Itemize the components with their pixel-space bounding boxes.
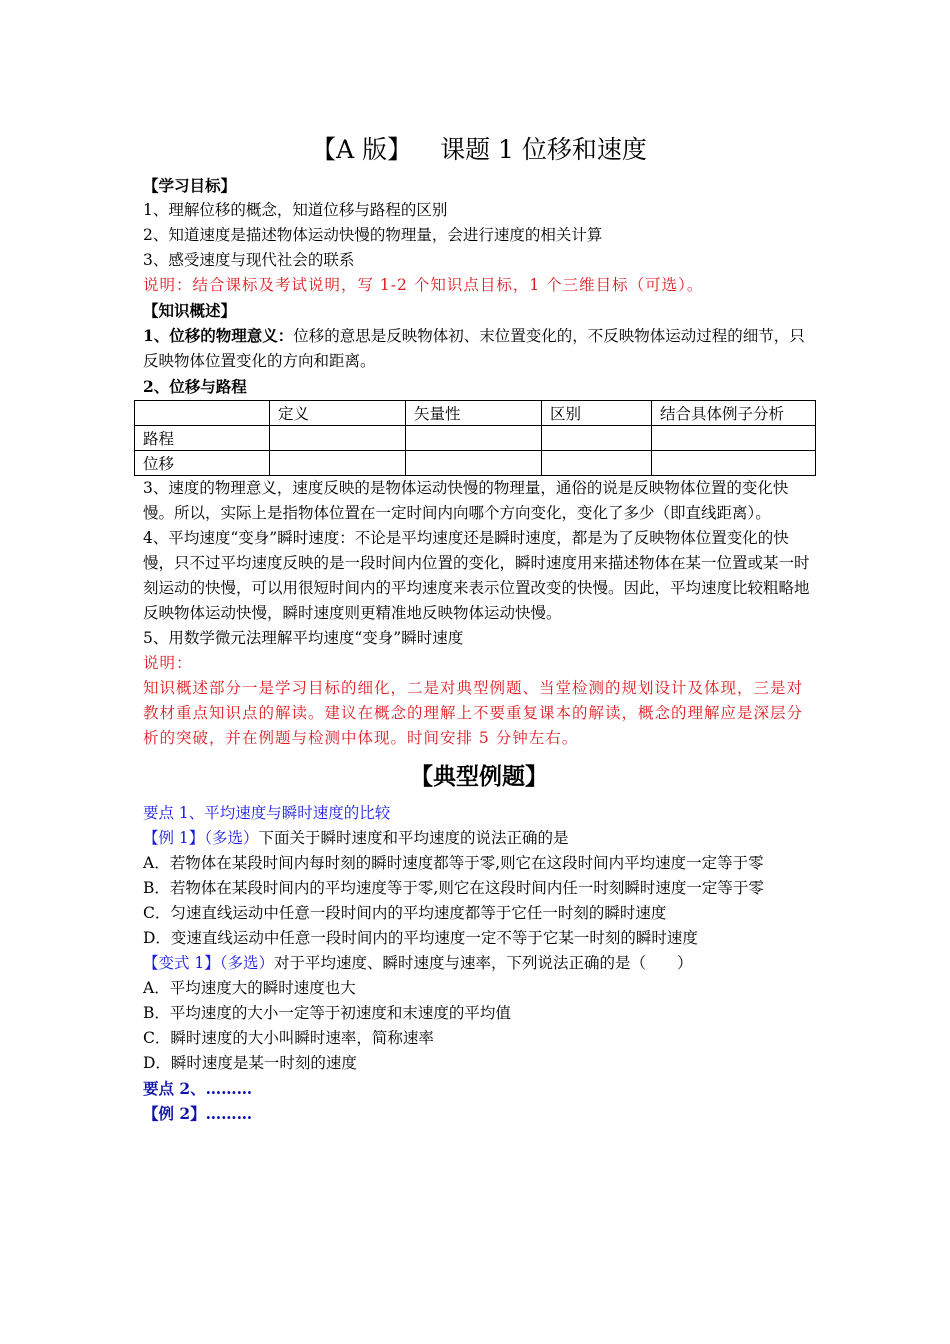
overview-heading: 【知识概述】 xyxy=(143,301,237,320)
table-cell xyxy=(652,426,816,451)
overview-item-2: 2、位移与路程 xyxy=(143,377,247,396)
variant-1-option-d: D．瞬时速度是某一时刻的速度 xyxy=(143,1054,357,1072)
table-cell: 路程 xyxy=(135,426,270,451)
displacement-distance-table xyxy=(134,400,816,476)
examples-heading: 【典型例题】 xyxy=(410,763,548,790)
goal-item: 1、理解位移的概念，知道位移与路程的区别 xyxy=(143,201,448,219)
overview-item-1-text: 位移的意思是反映物体初、末位置变化的，不反映物体运动过程的细节，只反映物体位置变化的方向和距离。 xyxy=(143,327,805,370)
table-header-row xyxy=(135,401,816,426)
example-1-option-a: A．若物体在某段时间内每时刻的瞬时速度都等于零,则它在这段时间内平均速度一定等于零 xyxy=(143,854,764,872)
overview-item-5: 5、用数学微元法理解平均速度“变身”瞬时速度 xyxy=(143,629,464,647)
example-2: 【例 2】……… xyxy=(143,1104,253,1123)
table-cell: 位移 xyxy=(135,451,270,476)
variant-1-option-b: B．平均速度的大小一定等于初速度和末速度的平均值 xyxy=(143,1004,511,1022)
variant-1-tag: 【变式 1】（多选） xyxy=(143,954,275,972)
table-header-cell: 矢量性 xyxy=(406,401,542,426)
table-row xyxy=(135,426,816,451)
document-page xyxy=(143,130,815,1126)
table-header-cell: 区别 xyxy=(542,401,652,426)
page-title xyxy=(143,130,815,170)
example-1-question: 下面关于瞬时速度和平均速度的说法正确的是 xyxy=(258,829,569,847)
table-header-cell xyxy=(135,401,270,426)
table-cell xyxy=(406,451,542,476)
example-1-stem xyxy=(143,826,815,851)
goals-heading: 【学习目标】 xyxy=(143,176,237,195)
example-1-option-d: D．变速直线运动中任意一段时间内的平均速度一定不等于它某一时刻的瞬时速度 xyxy=(143,929,698,947)
table-cell xyxy=(406,426,542,451)
goal-item: 2、知道速度是描述物体运动快慢的物理量，会进行速度的相关计算 xyxy=(143,226,603,244)
table-cell xyxy=(542,451,652,476)
key-point-2: 要点 2、……… xyxy=(143,1079,253,1098)
overview-item-4: 4、平均速度“变身”瞬时速度：不论是平均速度还是瞬时速度，都是为了反映物体位置变化的快慢，只不过平均速度反映的是一段时间内位置的变化，瞬时速度用来描述物体在某一位置或某一时刻运动的快慢，可以用很短时间内的平均速度来表示位置改变的快慢。因此，平均速度比较粗略地反映物体运动快慢，瞬时速度则更精准地反映物体运动快慢。 xyxy=(143,529,810,622)
table-cell xyxy=(270,426,406,451)
title-version: 【A 版】 xyxy=(311,135,413,164)
goal-item: 3、感受速度与现代社会的联系 xyxy=(143,251,355,269)
variant-1-question: 对于平均速度、瞬时速度与速率，下列说法正确的是（ ） xyxy=(274,954,693,972)
overview-note-label: 说明： xyxy=(143,654,193,672)
goals-note: 说明：结合课标及考试说明，写 1-2 个知识点目标，1 个三维目标（可选）。 xyxy=(143,276,704,294)
key-point-1: 要点 1、平均速度与瞬时速度的比较 xyxy=(143,804,391,822)
variant-1-option-a: A．平均速度大的瞬时速度也大 xyxy=(143,979,356,997)
table-row xyxy=(135,451,816,476)
example-1-option-c: C．匀速直线运动中任意一段时间内的平均速度都等于它任一时刻的瞬时速度 xyxy=(143,904,667,922)
title-topic: 课题 1 位移和速度 xyxy=(440,135,647,164)
example-1-tag: 【例 1】（多选） xyxy=(143,829,259,847)
table-cell xyxy=(270,451,406,476)
example-1-option-b: B．若物体在某段时间内的平均速度等于零,则它在这段时间内任一时刻瞬时速度一定等于零 xyxy=(143,879,764,897)
variant-1-stem xyxy=(143,951,815,976)
variant-1-option-c: C．瞬时速度的大小叫瞬时速率，简称速率 xyxy=(143,1029,434,1047)
table-cell xyxy=(542,426,652,451)
overview-item-1 xyxy=(143,323,815,374)
table-header-cell: 定义 xyxy=(270,401,406,426)
overview-item-1-label: 1、位移的物理意义： xyxy=(143,326,294,345)
overview-note-text: 知识概述部分一是学习目标的细化，二是对典型例题、当堂检测的规划设计及体现，三是对教材重点知识点的解读。建议在概念的理解上不要重复课本的解读，概念的理解应是深层分析的突破，并在例题与检测中体现。时间安排 5 分钟左右。 xyxy=(143,679,804,747)
table-cell xyxy=(652,451,816,476)
table-header-cell: 结合具体例子分析 xyxy=(652,401,816,426)
overview-item-3: 3、速度的物理意义，速度反映的是物体运动快慢的物理量，通俗的说是反映物体位置的变化快慢。所以，实际上是指物体位置在一定时间内向哪个方向变化，变化了多少（即直线距离）。 xyxy=(143,479,789,522)
